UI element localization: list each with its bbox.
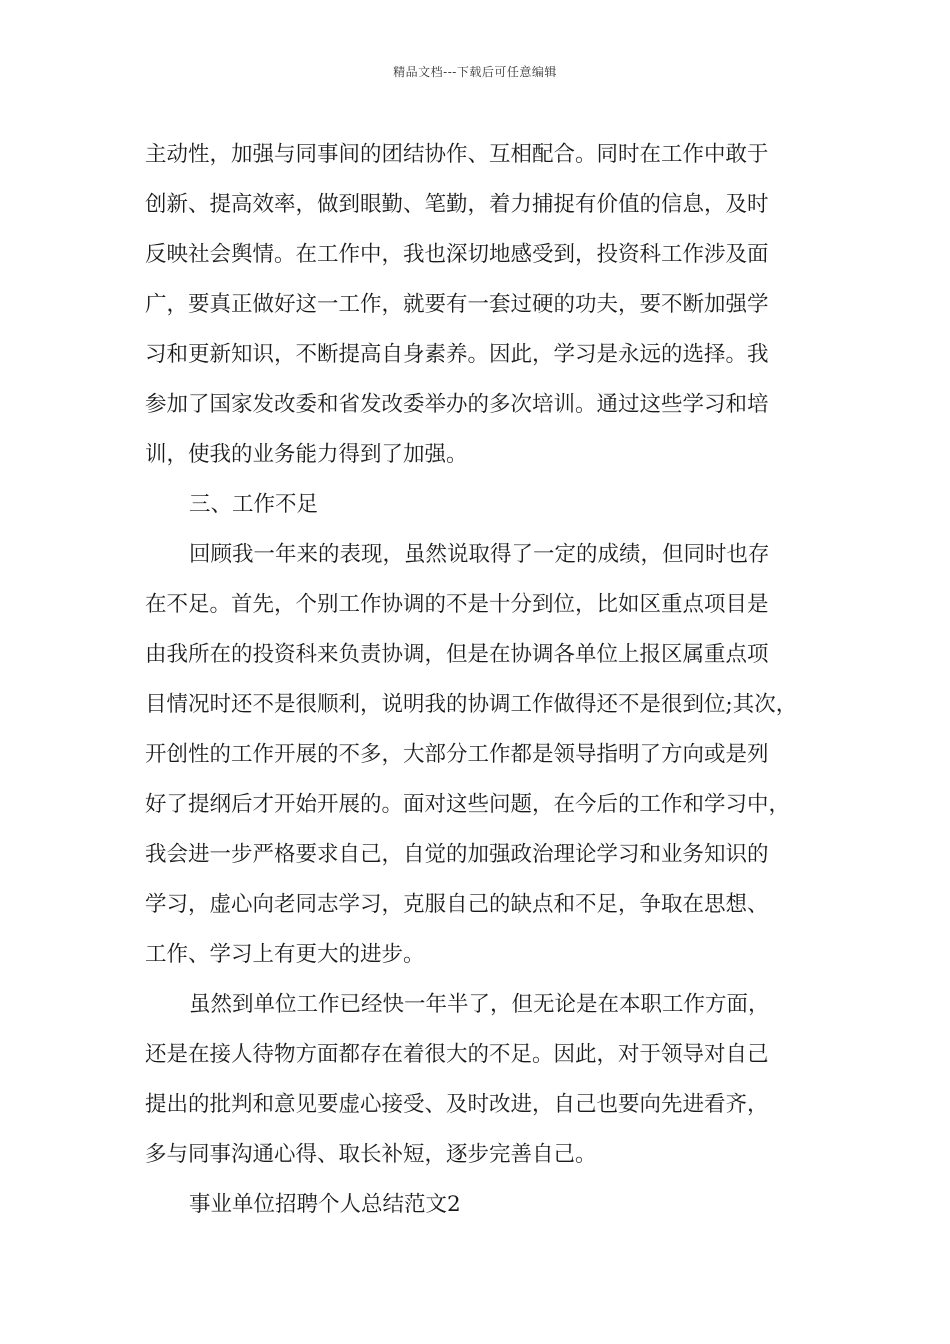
section-heading: 三、工作不足 [189, 492, 319, 517]
page-header: 精品文档---下载后可任意编辑 [393, 65, 557, 79]
body-line: 参加了国家发改委和省发改委举办的多次培训。通过这些学习和培 [145, 392, 769, 417]
body-line: 工作、学习上有更大的进步。 [145, 942, 425, 967]
body-line: 还是在接人待物方面都存在着很大的不足。因此，对于领导对自己 [145, 1042, 769, 1067]
document-title: 事业单位招聘个人总结范文2 [189, 1192, 461, 1217]
body-line: 回顾我一年来的表现，虽然说取得了一定的成绩，但同时也存 [189, 542, 770, 567]
body-line: 开创性的工作开展的不多，大部分工作都是领导指明了方向或是列 [145, 742, 769, 767]
body-line: 多与同事沟通心得、取长补短，逐步完善自己。 [145, 1142, 597, 1167]
body-line: 由我所在的投资科来负责协调，但是在协调各单位上报区属重点项 [145, 642, 769, 667]
body-line: 训，使我的业务能力得到了加强。 [145, 442, 468, 467]
body-line: 好了提纲后才开始开展的。面对这些问题，在今后的工作和学习中， [145, 792, 791, 817]
document-body [145, 130, 835, 1230]
body-line: 目情况时还不是很顺利，说明我的协调工作做得还不是很到位;其次， [145, 692, 798, 717]
body-line: 主动性，加强与同事间的团结协作、互相配合。同时在工作中敢于 [145, 142, 769, 167]
body-line: 反映社会舆情。在工作中，我也深切地感受到，投资科工作涉及面 [145, 242, 769, 267]
body-line: 广，要真正做好这一工作，就要有一套过硬的功夫，要不断加强学 [145, 292, 769, 317]
body-line: 提出的批判和意见要虚心接受、及时改进，自己也要向先进看齐， [145, 1092, 769, 1117]
body-line: 在不足。首先，个别工作协调的不是十分到位，比如区重点项目是 [145, 592, 769, 617]
body-line: 学习，虚心向老同志学习，克服自己的缺点和不足，争取在思想、 [145, 892, 769, 917]
body-line: 习和更新知识，不断提高自身素养。因此，学习是永远的选择。我 [145, 342, 769, 367]
body-line: 创新、提高效率，做到眼勤、笔勤，着力捕捉有价值的信息，及时 [145, 192, 769, 217]
body-line: 我会进一步严格要求自己，自觉的加强政治理论学习和业务知识的 [145, 842, 769, 867]
body-line: 虽然到单位工作已经快一年半了，但无论是在本职工作方面， [189, 992, 770, 1017]
